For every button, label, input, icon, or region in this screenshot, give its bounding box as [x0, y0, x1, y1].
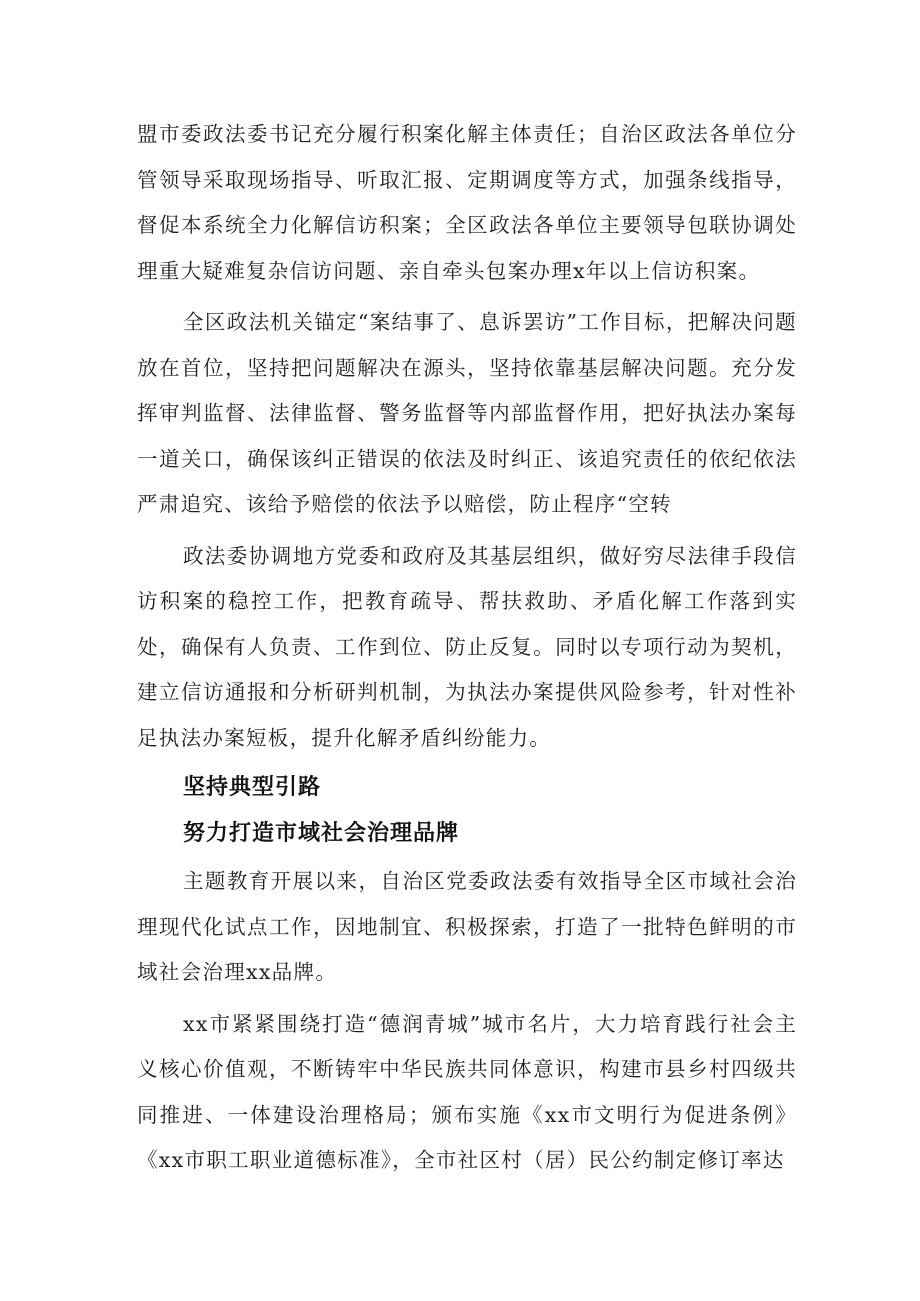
paragraph-coordination: 政法委协调地方党委和政府及其基层组织，做好穷尽法律手段信访积案的稳控工作，把教育疏导、帮扶救助、矛盾化解工作落到实处，确保有人负责、工作到位、防止反复。同时以专项行动为契机，建立信访通报和分析研判机制，为执法办案提供风险参考，针对性补足执法办案短板，提升化解矛盾纠纷能力。: [137, 543, 797, 750]
paragraph-problem-solving: 全区政法机关锚定“案结事了、息诉罢访”工作目标，把解决问题放在首位，坚持把问题解决在源头，坚持依靠基层解决问题。充分发挥审判监督、法律监督、警务监督等内部监督作用，把好执法办案每一道关口，确保该纠正错误的依法及时纠正、该追究责任的依纪依法严肃追究、该给予赔偿的依法予以赔偿，防止程序“空转: [137, 310, 797, 516]
paragraph-theme-education: 主题教育开展以来，自治区党委政法委有效指导全区市域社会治理现代化试点工作，因地制宜、积极探索，打造了一批特色鲜明的市域社会治理xx品牌。: [137, 869, 797, 984]
document-body: [137, 112, 797, 1190]
paragraph-responsibility: 盟市委政法委书记充分履行积案化解主体责任；自治区政法各单位分管领导采取现场指导、听取汇报、定期调度等方式，加强条线指导，督促本系统全力化解信访积案；全区政法各单位主要领导包联协调处理重大疑难复杂信访问题、亲自牵头包案办理x年以上信访积案。: [137, 122, 797, 283]
section-heading-line-1: 坚持典型引路: [183, 775, 322, 800]
section-heading-line-2: 努力打造市域社会治理品牌: [183, 821, 460, 846]
section-heading: [137, 765, 797, 857]
paragraph-city-initiative: xx市紧紧围绕打造“德润青城”城市名片，大力培育践行社会主义核心价值观，不断铸牢中华民族共同体意识，构建市县乡村四级共同推进、一体建设治理格局；颁布实施《xx市文明行为促进条例》《xx市职工职业道德标准》，全市社区村（居）民公约制定修订率达: [137, 1011, 797, 1172]
